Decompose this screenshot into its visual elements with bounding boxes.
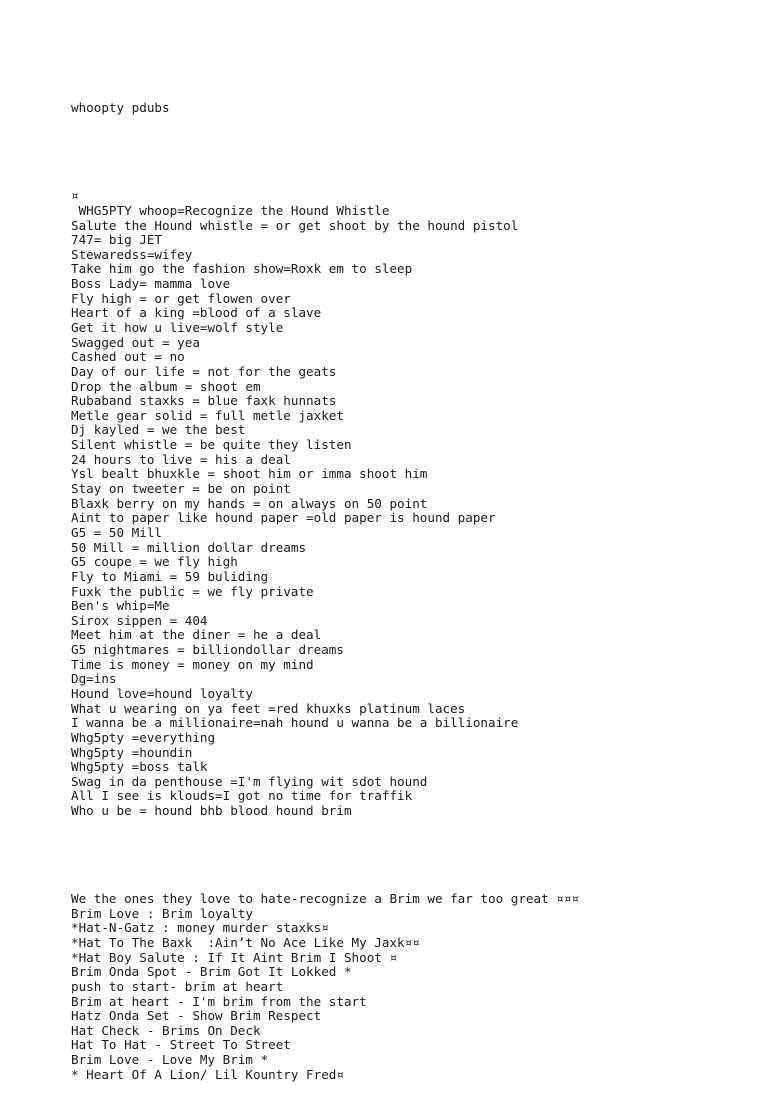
text-line: All I see is klouds=I got no time for traffik bbox=[71, 788, 413, 804]
text-line: WHG5PTY whoop=Recognize the Hound Whistle bbox=[71, 202, 390, 218]
text-line: Cashed out = no bbox=[71, 349, 185, 365]
text-line: Brim Onda Spot - Brim Got It Lokked * bbox=[71, 964, 352, 980]
text-line: G5 = 50 Mill bbox=[71, 524, 162, 540]
blank-line bbox=[71, 848, 751, 863]
text-line: * Heart Of A Lion/ Lil Kountry Fred¤ bbox=[71, 1066, 344, 1082]
text-line: Metle gear solid = full metle jaxket bbox=[71, 407, 344, 423]
text-line: Dj kayled = we the best bbox=[71, 422, 246, 438]
text-line: Hatz Onda Set - Show Brim Respect bbox=[71, 1008, 322, 1024]
text-line: Drop the album = shoot em bbox=[71, 378, 261, 394]
text-line: Stay on tweeter = be on point bbox=[71, 481, 291, 497]
text-line: Whg5pty =boss talk bbox=[71, 759, 208, 775]
text-line: 747= big JET bbox=[71, 232, 162, 248]
text-line: G5 nightmares = billiondollar dreams bbox=[71, 642, 344, 658]
text-line: Dg=ins bbox=[71, 671, 117, 687]
text-line: 24 hours to live = his a deal bbox=[71, 451, 291, 467]
text-line: Stewaredss=wifey bbox=[71, 246, 193, 262]
text-line: Hat Check - Brims On Deck bbox=[71, 1022, 261, 1038]
text-line: Whg5pty =houndin bbox=[71, 744, 193, 760]
text-line: Silent whistle = be quite they listen bbox=[71, 437, 352, 453]
text-line: push to start- brim at heart bbox=[71, 978, 284, 994]
text-line: Ysl bealt bhuxkle = shoot him or imma shoot him bbox=[71, 466, 428, 482]
text-line: We the ones they love to hate-recognize a Brim we far too great ¤¤¤ bbox=[71, 891, 579, 907]
text-line: Ben's whip=Me bbox=[71, 598, 170, 614]
text-line: G5 coupe = we fly high bbox=[71, 554, 238, 570]
text-line: Brim Love : Brim loyalty bbox=[71, 905, 253, 921]
lyrics-block-1 bbox=[71, 189, 751, 819]
text-line: Sirox sippen = 404 bbox=[71, 612, 208, 628]
text-line: Meet him at the diner = he a deal bbox=[71, 627, 322, 643]
text-line: Boss Lady= mamma love bbox=[71, 276, 231, 292]
text-line: Day of our life = not for the geats bbox=[71, 363, 337, 379]
text-line: Take him go the fashion show=Roxk em to sleep bbox=[71, 261, 413, 277]
text-line: Swag in da penthouse =I'm flying wit sdot hound bbox=[71, 773, 428, 789]
text-line: 50 Mill = million dollar dreams bbox=[71, 539, 307, 555]
text-line: Get it how u live=wolf style bbox=[71, 319, 284, 335]
blank-line bbox=[71, 145, 751, 160]
text-line: Brim Love - Love My Brim * bbox=[71, 1052, 269, 1068]
text-line: Time is money = money on my mind bbox=[71, 656, 314, 672]
text-line: *Hat Boy Salute : If It Aint Brim I Shoot ¤ bbox=[71, 949, 398, 965]
text-line: Swagged out = yea bbox=[71, 334, 200, 350]
text-line: Hound love=hound loyalty bbox=[71, 686, 253, 701]
document-page bbox=[71, 72, 751, 1097]
text-line: Whg5pty =everything bbox=[71, 729, 216, 745]
text-line: Fly high = or get flowen over bbox=[71, 290, 291, 306]
text-line: Fly to Miami = 59 buliding bbox=[71, 568, 269, 584]
lyrics-block-2 bbox=[71, 892, 751, 1082]
text-line: Hat To Hat - Street To Street bbox=[71, 1037, 291, 1053]
text-line: Brim at heart - I'm brim from the start bbox=[71, 993, 367, 1009]
text-line: Rubaband staxks = blue faxk hunnats bbox=[71, 393, 337, 409]
text-line: Fuxk the public = we fly private bbox=[71, 583, 314, 599]
text-line: I wanna be a millionaire=nah hound u wanna be a billionaire bbox=[71, 715, 519, 731]
text-line: *Hat-N-Gatz : money murder staxks¤ bbox=[71, 920, 329, 936]
document-title: whoopty pdubs bbox=[71, 100, 170, 116]
text-line: Who u be = hound bhb blood hound brim bbox=[71, 803, 352, 819]
text-line: ¤ bbox=[71, 188, 79, 204]
text-line: Aint to paper like hound paper =old paper is hound paper bbox=[71, 510, 496, 526]
text-line: What u wearing on ya feet =red khuxks platinum laces bbox=[71, 700, 466, 716]
text-line: Heart of a king =blood of a slave bbox=[71, 305, 322, 321]
text-line: *Hat To The Baxk :Ain’t No Ace Like My Jaxk¤¤ bbox=[71, 934, 420, 950]
text-line: Salute the Hound whistle = or get shoot by the hound pistol bbox=[71, 217, 519, 233]
text-line: Blaxk berry on my hands = on always on 50 point bbox=[71, 495, 428, 511]
